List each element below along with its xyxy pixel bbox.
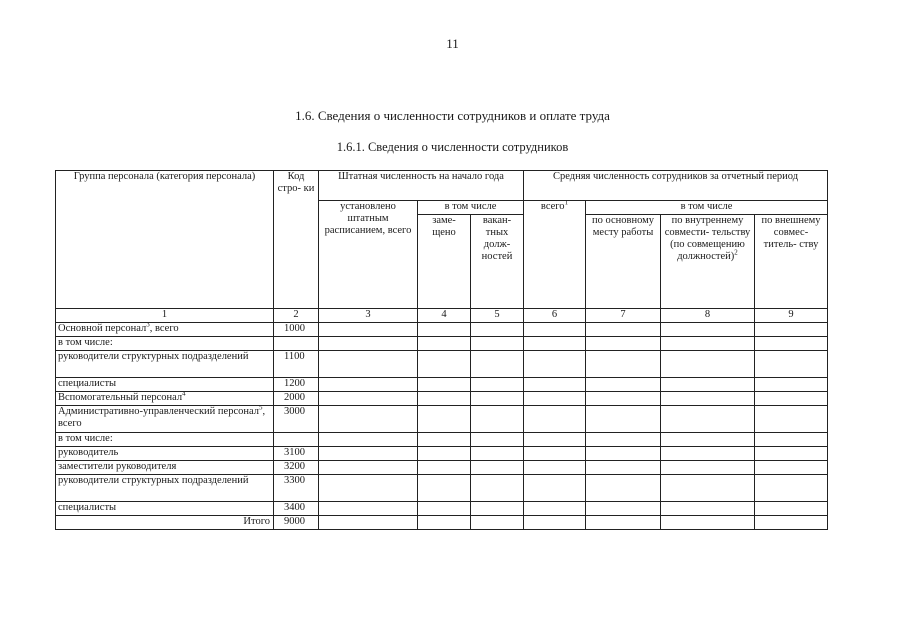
value-cell[interactable] <box>661 337 755 351</box>
header-average: Средняя численность сотрудников за отчетный период <box>524 171 828 201</box>
value-cell[interactable] <box>755 516 828 530</box>
value-cell[interactable] <box>471 406 524 433</box>
value-cell[interactable] <box>586 392 661 406</box>
value-cell[interactable] <box>755 337 828 351</box>
header-code: Код стро- ки <box>274 171 319 309</box>
header-filled: заме- щено <box>418 215 471 309</box>
value-cell[interactable] <box>755 502 828 516</box>
value-cell[interactable] <box>586 447 661 461</box>
value-cell[interactable] <box>471 378 524 392</box>
value-cell[interactable] <box>524 392 586 406</box>
row-code: 3400 <box>274 502 319 516</box>
value-cell[interactable] <box>418 323 471 337</box>
table-row <box>56 392 828 406</box>
value-cell[interactable] <box>319 447 418 461</box>
value-cell[interactable] <box>755 461 828 475</box>
value-cell[interactable] <box>755 475 828 502</box>
value-cell[interactable] <box>755 378 828 392</box>
value-cell[interactable] <box>755 406 828 433</box>
value-cell[interactable] <box>661 447 755 461</box>
header-incl-average: в том числе <box>586 201 828 215</box>
value-cell[interactable] <box>586 378 661 392</box>
row-code <box>274 337 319 351</box>
value-cell[interactable] <box>418 406 471 433</box>
row-code: 1000 <box>274 323 319 337</box>
row-code: 1100 <box>274 351 319 378</box>
value-cell[interactable] <box>524 433 586 447</box>
staff-count-table <box>55 170 828 530</box>
value-cell[interactable] <box>471 502 524 516</box>
header-group: Группа персонала (категория персонала) <box>56 171 274 309</box>
value-cell[interactable] <box>661 378 755 392</box>
section-heading: 1.6. Сведения о численности сотрудников и оплате труда <box>295 108 610 123</box>
header-incl-staff: в том числе <box>418 201 524 215</box>
value-cell[interactable] <box>524 447 586 461</box>
row-label: Итого <box>56 516 274 530</box>
row-code: 2000 <box>274 392 319 406</box>
row-code: 3100 <box>274 447 319 461</box>
subsection-heading: 1.6.1. Сведения о численности сотрудников <box>336 140 569 154</box>
table-row <box>56 378 828 392</box>
column-number: 6 <box>524 309 586 323</box>
value-cell[interactable] <box>471 351 524 378</box>
table-row <box>56 337 828 351</box>
column-number: 2 <box>274 309 319 323</box>
value-cell[interactable] <box>418 461 471 475</box>
value-cell[interactable] <box>418 516 471 530</box>
value-cell[interactable] <box>661 392 755 406</box>
value-cell[interactable] <box>471 392 524 406</box>
row-label: специалисты <box>56 378 274 392</box>
header-external: по внешнему совмес- титель- ству <box>755 215 828 309</box>
value-cell[interactable] <box>418 392 471 406</box>
value-cell[interactable] <box>524 406 586 433</box>
header-established: установлено штатным расписанием, всего <box>319 201 418 309</box>
value-cell[interactable] <box>524 502 586 516</box>
value-cell[interactable] <box>755 447 828 461</box>
value-cell[interactable] <box>524 351 586 378</box>
value-cell[interactable] <box>661 351 755 378</box>
column-number: 7 <box>586 309 661 323</box>
value-cell[interactable] <box>586 323 661 337</box>
value-cell[interactable] <box>586 475 661 502</box>
row-label: руководители структурных подразделений <box>56 351 274 378</box>
value-cell[interactable] <box>661 433 755 447</box>
row-label: в том числе: <box>56 433 274 447</box>
value-cell[interactable] <box>661 516 755 530</box>
row-code: 3300 <box>274 475 319 502</box>
value-cell[interactable] <box>319 323 418 337</box>
header-internal: по внутреннему совмести- тельству (по совмещению должностей)$^2$ <box>661 215 755 309</box>
table-row <box>56 475 828 502</box>
value-cell[interactable] <box>471 323 524 337</box>
column-number: 3 <box>319 309 418 323</box>
value-cell[interactable] <box>755 323 828 337</box>
table-row <box>56 351 828 378</box>
table-row <box>56 323 828 337</box>
value-cell[interactable] <box>524 475 586 502</box>
row-label: Вспомогательный персонал$^4$ <box>56 392 274 406</box>
value-cell[interactable] <box>319 461 418 475</box>
table-row <box>56 406 828 433</box>
value-cell[interactable] <box>586 351 661 378</box>
row-code: 3200 <box>274 461 319 475</box>
table-row <box>56 447 828 461</box>
value-cell[interactable] <box>661 461 755 475</box>
value-cell[interactable] <box>755 351 828 378</box>
row-code: 1200 <box>274 378 319 392</box>
value-cell[interactable] <box>418 433 471 447</box>
header-staff: Штатная численность на начало года <box>319 171 524 201</box>
value-cell[interactable] <box>586 337 661 351</box>
table-row <box>56 516 828 530</box>
value-cell[interactable] <box>319 433 418 447</box>
row-label: заместители руководителя <box>56 461 274 475</box>
value-cell[interactable] <box>524 516 586 530</box>
value-cell[interactable] <box>319 351 418 378</box>
value-cell[interactable] <box>524 337 586 351</box>
value-cell[interactable] <box>586 516 661 530</box>
value-cell[interactable] <box>586 406 661 433</box>
table-body <box>56 323 828 530</box>
value-cell[interactable] <box>661 406 755 433</box>
value-cell[interactable] <box>319 475 418 502</box>
value-cell[interactable] <box>319 502 418 516</box>
value-cell[interactable] <box>586 461 661 475</box>
row-label: Административно-управленческий персонал$^5$, всего <box>56 406 274 433</box>
row-label: руководитель <box>56 447 274 461</box>
value-cell[interactable] <box>524 461 586 475</box>
row-code: 9000 <box>274 516 319 530</box>
column-number: 4 <box>418 309 471 323</box>
table-row <box>56 502 828 516</box>
value-cell[interactable] <box>319 516 418 530</box>
value-cell[interactable] <box>319 392 418 406</box>
value-cell[interactable] <box>418 337 471 351</box>
value-cell[interactable] <box>524 378 586 392</box>
value-cell[interactable] <box>418 502 471 516</box>
value-cell[interactable] <box>524 323 586 337</box>
value-cell[interactable] <box>471 516 524 530</box>
value-cell[interactable] <box>471 433 524 447</box>
column-number: 8 <box>661 309 755 323</box>
value-cell[interactable] <box>471 337 524 351</box>
row-label: специалисты <box>56 502 274 516</box>
value-cell[interactable] <box>661 323 755 337</box>
column-number: 5 <box>471 309 524 323</box>
row-label: Основной персонал$^3$, всего <box>56 323 274 337</box>
header-vacant: вакан- тных долж- ностей <box>471 215 524 309</box>
column-number-row <box>56 309 828 323</box>
value-cell[interactable] <box>661 475 755 502</box>
value-cell[interactable] <box>755 392 828 406</box>
value-cell[interactable] <box>471 461 524 475</box>
value-cell[interactable] <box>586 433 661 447</box>
header-total: всего$^1$ <box>524 201 586 309</box>
row-code: 3000 <box>274 406 319 433</box>
row-code <box>274 433 319 447</box>
row-label: руководители структурных подразделений <box>56 475 274 502</box>
value-cell[interactable] <box>755 433 828 447</box>
value-cell[interactable] <box>319 406 418 433</box>
value-cell[interactable] <box>319 378 418 392</box>
value-cell[interactable] <box>418 378 471 392</box>
value-cell[interactable] <box>418 475 471 502</box>
value-cell[interactable] <box>661 502 755 516</box>
value-cell[interactable] <box>319 337 418 351</box>
value-cell[interactable] <box>418 351 471 378</box>
value-cell[interactable] <box>418 447 471 461</box>
column-number: 9 <box>755 309 828 323</box>
row-label: в том числе: <box>56 337 274 351</box>
column-number: 1 <box>56 309 274 323</box>
page-number: 11 <box>446 36 459 51</box>
table-row <box>56 433 828 447</box>
header-main-job: по основному месту работы <box>586 215 661 309</box>
table-row <box>56 461 828 475</box>
value-cell[interactable] <box>471 447 524 461</box>
value-cell[interactable] <box>586 502 661 516</box>
value-cell[interactable] <box>471 475 524 502</box>
